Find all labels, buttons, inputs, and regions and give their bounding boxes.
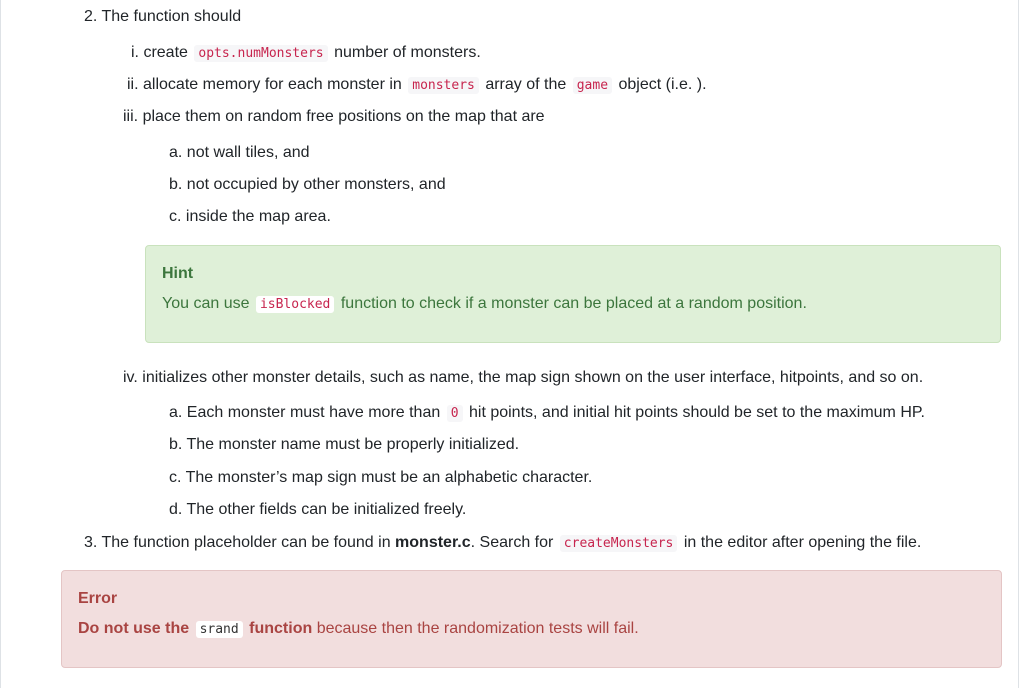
- text: initializes other monster details, such as name, the map sign shown on the user interface, hitpoints, and so on.: [142, 369, 924, 386]
- text: Each monster must have more than: [186, 404, 441, 421]
- inline-code: 0: [447, 405, 463, 422]
- list-marker: 2.: [84, 8, 98, 25]
- sublist-item-iv: [123, 367, 923, 389]
- list-item-2: [84, 6, 241, 28]
- list-marker: 3.: [84, 534, 98, 551]
- error-text: [78, 618, 639, 641]
- list-marker: ii.: [127, 76, 139, 93]
- text: because then the randomization tests will fail.: [316, 620, 639, 637]
- list-marker: i.: [131, 44, 139, 61]
- inline-code: createMonsters: [560, 535, 678, 552]
- text: function to check if a monster can be placed at a random position.: [340, 295, 807, 312]
- error-callout: [61, 570, 1002, 668]
- nested-item-b: [169, 174, 446, 196]
- text: The function placeholder can be found in: [101, 534, 391, 551]
- nested-item-a: [169, 402, 925, 424]
- text: allocate memory for each monster in: [143, 76, 402, 93]
- list-marker: iii.: [123, 108, 139, 125]
- filename: monster.c: [395, 534, 471, 551]
- text: hit points, and initial hit points should be set to the maximum HP.: [468, 404, 925, 421]
- list-marker: c.: [169, 208, 182, 225]
- inline-code: srand: [196, 621, 243, 638]
- list-marker: iv.: [123, 369, 138, 386]
- text: array of the: [485, 76, 567, 93]
- text: You can use: [162, 295, 250, 312]
- nested-item-d: [169, 499, 466, 521]
- list-marker: b.: [169, 176, 183, 193]
- text-bold: Do not use the: [78, 620, 190, 637]
- text: inside the map area.: [185, 208, 331, 225]
- text: place them on random free positions on the map that are: [142, 108, 545, 125]
- list-marker: d.: [169, 501, 183, 518]
- sublist-item-ii: [127, 74, 707, 96]
- text: The monster name must be properly initialized.: [186, 436, 520, 453]
- list-marker: c.: [169, 469, 182, 486]
- text: The monster’s map sign must be an alphabetic character.: [185, 469, 593, 486]
- nested-item-b: [169, 434, 519, 456]
- list-marker: a.: [169, 404, 183, 421]
- text-bold: function: [249, 620, 313, 637]
- nested-item-c: [169, 206, 331, 228]
- text: number of monsters.: [334, 44, 481, 61]
- text: The other fields can be initialized freely.: [186, 501, 467, 518]
- sublist-item-i: [131, 42, 481, 64]
- inline-code: monsters: [408, 77, 479, 94]
- text: object (i.e. ).: [618, 76, 707, 93]
- sublist-item-iii: [123, 106, 545, 128]
- text: . Search for: [470, 534, 554, 551]
- hint-callout: [145, 245, 1001, 343]
- text: not occupied by other monsters, and: [186, 176, 446, 193]
- hint-title: Hint: [162, 265, 194, 282]
- inline-code: opts.numMonsters: [194, 45, 327, 62]
- inline-code: isBlocked: [256, 296, 334, 313]
- list-item-3: [84, 532, 921, 554]
- nested-item-a: [169, 142, 310, 164]
- hint-text: [162, 293, 807, 316]
- list-marker: b.: [169, 436, 183, 453]
- text: create: [143, 44, 188, 61]
- inline-code: game: [573, 77, 612, 94]
- error-title: Error: [78, 590, 118, 607]
- text: not wall tiles, and: [186, 144, 310, 161]
- list-item-text: The function should: [101, 8, 242, 25]
- nested-item-c: [169, 467, 592, 489]
- list-marker: a.: [169, 144, 183, 161]
- text: in the editor after opening the file.: [683, 534, 922, 551]
